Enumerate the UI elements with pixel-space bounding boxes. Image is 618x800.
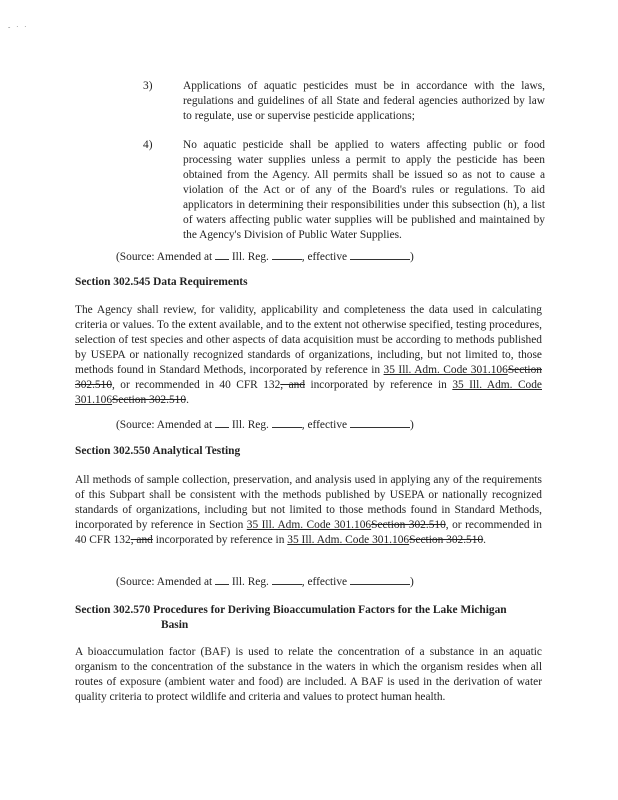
source-note: (Source: Amended at Ill. Reg. , effective ) (116, 248, 414, 265)
page-mark: - · · (8, 23, 29, 31)
inserted-reference: 35 Ill. Adm. Code 301.106 (246, 519, 372, 531)
source-note: (Source: Amended at Ill. Reg. , effective ) (116, 573, 414, 590)
section-heading: Section 302.550 Analytical Testing (75, 445, 241, 457)
section-heading: Section 302.570 Procedures for Deriving Bioaccumulation Factors for the Lake Michigan Basin (75, 604, 507, 631)
list-item-text: No aquatic pesticide shall be applied to waters affecting public or food processing water supplies unless a permit to apply the pesticide has been obtained from the Agency. All permits shall be issued so as not to cause a violation of the Act or of any of the Board's rules or regulations. To aid applicators in determining their responsibilities under this subsection (h), a list of waters affecting public water supplies will be published and maintained by the Agency's Division of Public Water Supplies. (183, 139, 545, 241)
blank-date (350, 248, 410, 260)
deleted-text: , and (280, 379, 306, 391)
source-note: (Source: Amended at Ill. Reg. , effective ) (116, 416, 414, 433)
blank-page (272, 248, 302, 260)
list-item-text: Applications of aquatic pesticides must be in accordance with the laws, regulations and guidelines of all State and federal agencies authorized by law to regulate, use or supervise pesticide applications; (183, 80, 545, 122)
deleted-reference: Section 302.510 (409, 534, 484, 546)
deleted-reference: Section 302.510 (112, 394, 187, 406)
deleted-reference: Section 302.510 (75, 364, 542, 391)
section-heading-continuation: Basin (161, 619, 189, 631)
list-item-number: 3) (143, 80, 153, 92)
blank-volume (215, 248, 229, 260)
inserted-reference: 35 Ill. Adm. Code 301.106 (75, 379, 542, 406)
list-item-number: 4) (143, 139, 153, 151)
deleted-text: , and (130, 534, 153, 546)
section-body: The Agency shall review, for validity, applicability and completeness the data used in calculating criteria or values. To the extent available, and to the extent not otherwise specified, testing procedures, selection of test species and other aspects of data acquisition must be according to methods published by USEPA or nationally recognized standards of organizations, including, but not limited to, those methods found in Standard Methods, incorporated by reference in 35 Ill. Adm. Code 301.106Section 302.510, or recommended in 40 CFR 132, and incorporated by reference in 35 Ill. Adm. Code 301.106Section 302.510. (75, 304, 542, 406)
inserted-reference: 35 Ill. Adm. Code 301.106 (287, 534, 410, 546)
deleted-reference: Section 302.510 (371, 519, 446, 531)
section-body: All methods of sample collection, preservation, and analysis used in applying any of the requirements of this Subpart shall be consistent with the methods published by USEPA or nationally recognized standards of organizations, including but not limited to those methods found in Standard Methods, incorporated by reference in Section 35 Ill. Adm. Code 301.106Section 302.510, or recommended in 40 CFR 132, and incorporated by reference in 35 Ill. Adm. Code 301.106Section 302.510. (75, 474, 542, 546)
section-body: A bioaccumulation factor (BAF) is used to relate the concentration of a substance in an aquatic organism to the concentration of the substance in the waters in which the organism resides when all routes of exposure (ambient water and food) are included. A BAF is used in the derivation of water quality criteria to protect wildlife and criteria and values to protect human health. (75, 646, 542, 703)
section-heading: Section 302.545 Data Requirements (75, 276, 248, 288)
inserted-reference: 35 Ill. Adm. Code 301.106 (383, 364, 508, 376)
